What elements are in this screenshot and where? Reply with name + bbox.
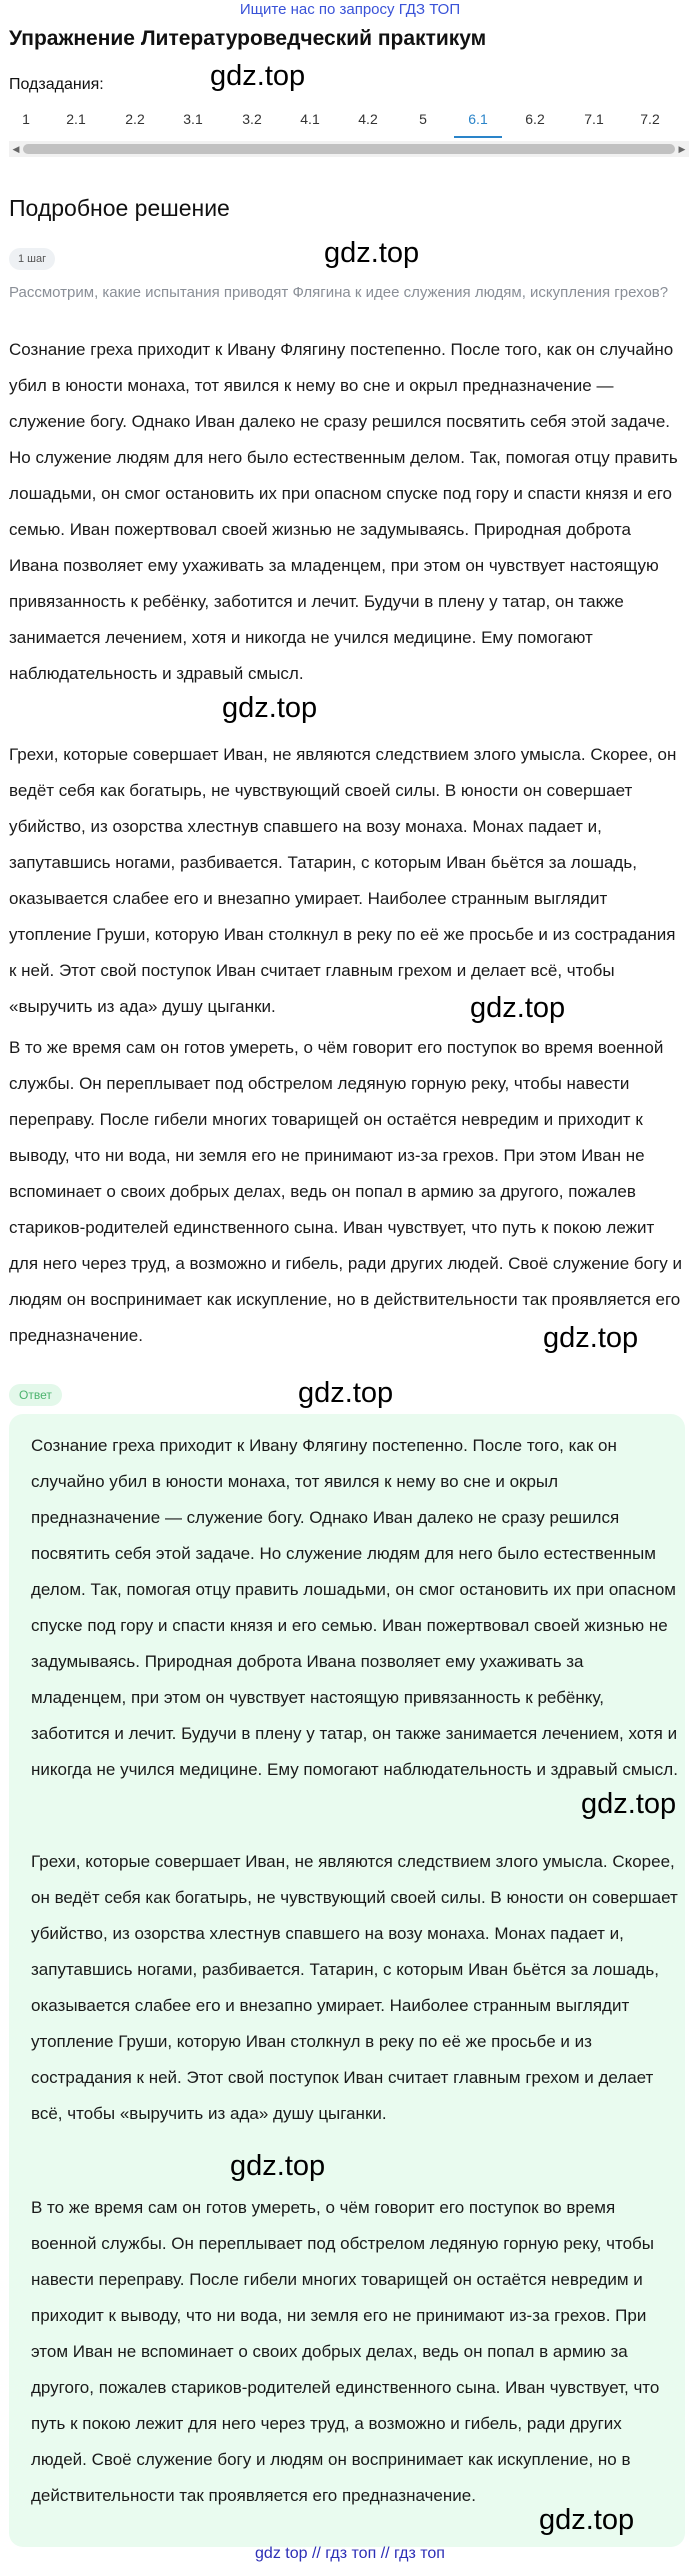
tab-1[interactable]: 1 <box>22 111 30 127</box>
tabs-scrollbar[interactable] <box>9 141 689 157</box>
tab-5[interactable]: 5 <box>419 111 427 127</box>
watermark: gdz.top <box>581 1788 677 1820</box>
answer-paragraph: Грехи, которые совершает Иван, не являются следствием злого умысла. Скорее, он ведёт себя как богатырь, не чувствующий своей силы. В юности он совершает убийство, из озорства хлестнув спавшего на возу монаха. Монах падает и, запутавшись ногами, разбивается. Татарин, с которым Иван бьётся за лошадь, оказывается слабее его и внезапно умирает. Наиболее странным выглядит утопление Груши, которую Иван столкнул в реку по её же просьбе и из сострадания к ней. Этот свой поступок Иван считает главным грехом и делает всё, чтобы «выручить из ада» душу цыганки. <box>31 1852 678 2123</box>
tab-6-1[interactable]: 6.1 <box>454 106 502 138</box>
tab-3-1[interactable]: 3.1 <box>183 111 203 127</box>
subtask-tabs <box>9 106 689 140</box>
tab-7-2[interactable]: 7.2 <box>640 111 660 127</box>
footer-links[interactable]: gdz top // гдз топ // гдз топ <box>255 2545 445 2562</box>
tab-2-1[interactable]: 2.1 <box>66 111 86 127</box>
tab-7-1[interactable]: 7.1 <box>584 111 604 127</box>
watermark: gdz.top <box>470 992 566 1024</box>
scroll-right-icon[interactable]: ▶ <box>678 144 686 154</box>
scroll-left-icon[interactable]: ◀ <box>12 144 20 154</box>
tab-4-1[interactable]: 4.1 <box>300 111 320 127</box>
tab-2-2[interactable]: 2.2 <box>125 111 145 127</box>
tab-6-2[interactable]: 6.2 <box>525 111 545 127</box>
watermark: gdz.top <box>543 1322 639 1354</box>
section-heading: Подробное решение <box>9 195 230 221</box>
answer-badge: Ответ <box>9 1384 62 1406</box>
step-badge: 1 шаг <box>9 248 55 270</box>
task-prompt: Рассмотрим, какие испытания приводят Флягина к идее служения людям, искупления грехов? <box>9 284 669 301</box>
watermark: gdz.top <box>222 692 318 724</box>
top-banner[interactable]: Ищите нас по запросу ГДЗ ТОП <box>239 1 461 18</box>
answer-paragraph: В то же время сам он готов умереть, о чём говорит его поступок во время военной службы. Он переплывает под обстрелом ледяную горную реку, чтобы навести переправу. После гибели многих товарищей он остаётся невредим и приходит к выводу, что ни вода, ни земля его не принимают из-за грехов. При этом Иван не вспоминает о своих добрых делах, ведь он попал в армию за другого, пожалев стариков-родителей единственного сына. Иван чувствует, что путь к покою лежит для него через труд, а возможно и гибель, ради других людей. Своё служение богу и людям он воспринимает как искупление, но в действительности так проявляется его предназначение. <box>31 2198 660 2505</box>
page-title: Упражнение Литературоведческий практикум <box>9 27 487 50</box>
solution-paragraph: Грехи, которые совершает Иван, не являются следствием злого умысла. Скорее, он ведёт себя как богатырь, не чувствующий своей силы. В юности он совершает убийство, из озорства хлестнув спавшего на возу монаха. Монах падает и, запутавшись ногами, разбивается. Татарин, с которым Иван бьётся за лошадь, оказывается слабее его и внезапно умирает. Наиболее странным выглядит утопление Груши, которую Иван столкнул в реку по её же просьбе и из сострадания к ней. Этот свой поступок Иван считает главным грехом и делает всё, чтобы «выручить из ада» душу цыганки. <box>9 745 677 1016</box>
tab-4-2[interactable]: 4.2 <box>358 111 378 127</box>
answer-paragraph: Сознание греха приходит к Ивану Флягину постепенно. После того, как он случайно убил в юности монаха, тот явился к нему во сне и окрыл предназначение — служение богу. Однако Иван далеко не сразу решился посвятить себя этой задаче. Но служение людям для него было естественным делом. Так, помогая отцу править лошадьми, он смог остановить их при опасном спуске под гору и спасти князя и его семью. Иван пожертвовал своей жизнью не задумываясь. Природная доброта Ивана позволяет ему ухаживать за младенцем, при этом он чувствует настоящую привязанность к ребёнку, заботится и лечит. Будучи в плену у татар, он также занимается лечением, хотя и никогда не учился медицине. Ему помогают наблюдательность и здравый смысл. <box>31 1436 678 1779</box>
solution-paragraph: В то же время сам он готов умереть, о чём говорит его поступок во время военной службы. Он переплывает под обстрелом ледяную горную реку, чтобы навести переправу. После гибели многих товарищей он остаётся невредим и приходит к выводу, что ни вода, ни земля его не принимают из-за грехов. При этом Иван не вспоминает о своих добрых делах, ведь он попал в армию за другого, пожалев стариков-родителей единственного сына. Иван чувствует, что путь к покою лежит для него через труд, а возможно и гибель, ради других людей. Своё служение богу и людям он воспринимает как искупление, но в действительности так проявляется его предназначение. <box>9 1038 682 1345</box>
watermark: gdz.top <box>230 2150 326 2182</box>
tab-3-2[interactable]: 3.2 <box>242 111 262 127</box>
solution-paragraph: Сознание греха приходит к Ивану Флягину постепенно. После того, как он случайно убил в юности монаха, тот явился к нему во сне и окрыл предназначение — служение богу. Однако Иван далеко не сразу решился посвятить себя этой задаче. Но служение людям для него было естественным делом. Так, помогая отцу править лошадьми, он смог остановить их при опасном спуске под гору и спасти князя и его семью. Иван пожертвовал своей жизнью не задумываясь. Природная доброта Ивана позволяет ему ухаживать за младенцем, при этом он чувствует настоящую привязанность к ребёнку, заботится и лечит. Будучи в плену у татар, он также занимается лечением, хотя и никогда не учился медицине. Ему помогают наблюдательность и здравый смысл. <box>9 340 678 683</box>
subtasks-label: Подзадания: <box>9 76 104 93</box>
watermark: gdz.top <box>210 60 306 92</box>
watermark: gdz.top <box>539 2504 635 2536</box>
answer-box <box>9 1414 685 2547</box>
watermark: gdz.top <box>324 237 420 269</box>
scrollbar-thumb[interactable] <box>23 144 675 154</box>
watermark: gdz.top <box>298 1377 394 1409</box>
